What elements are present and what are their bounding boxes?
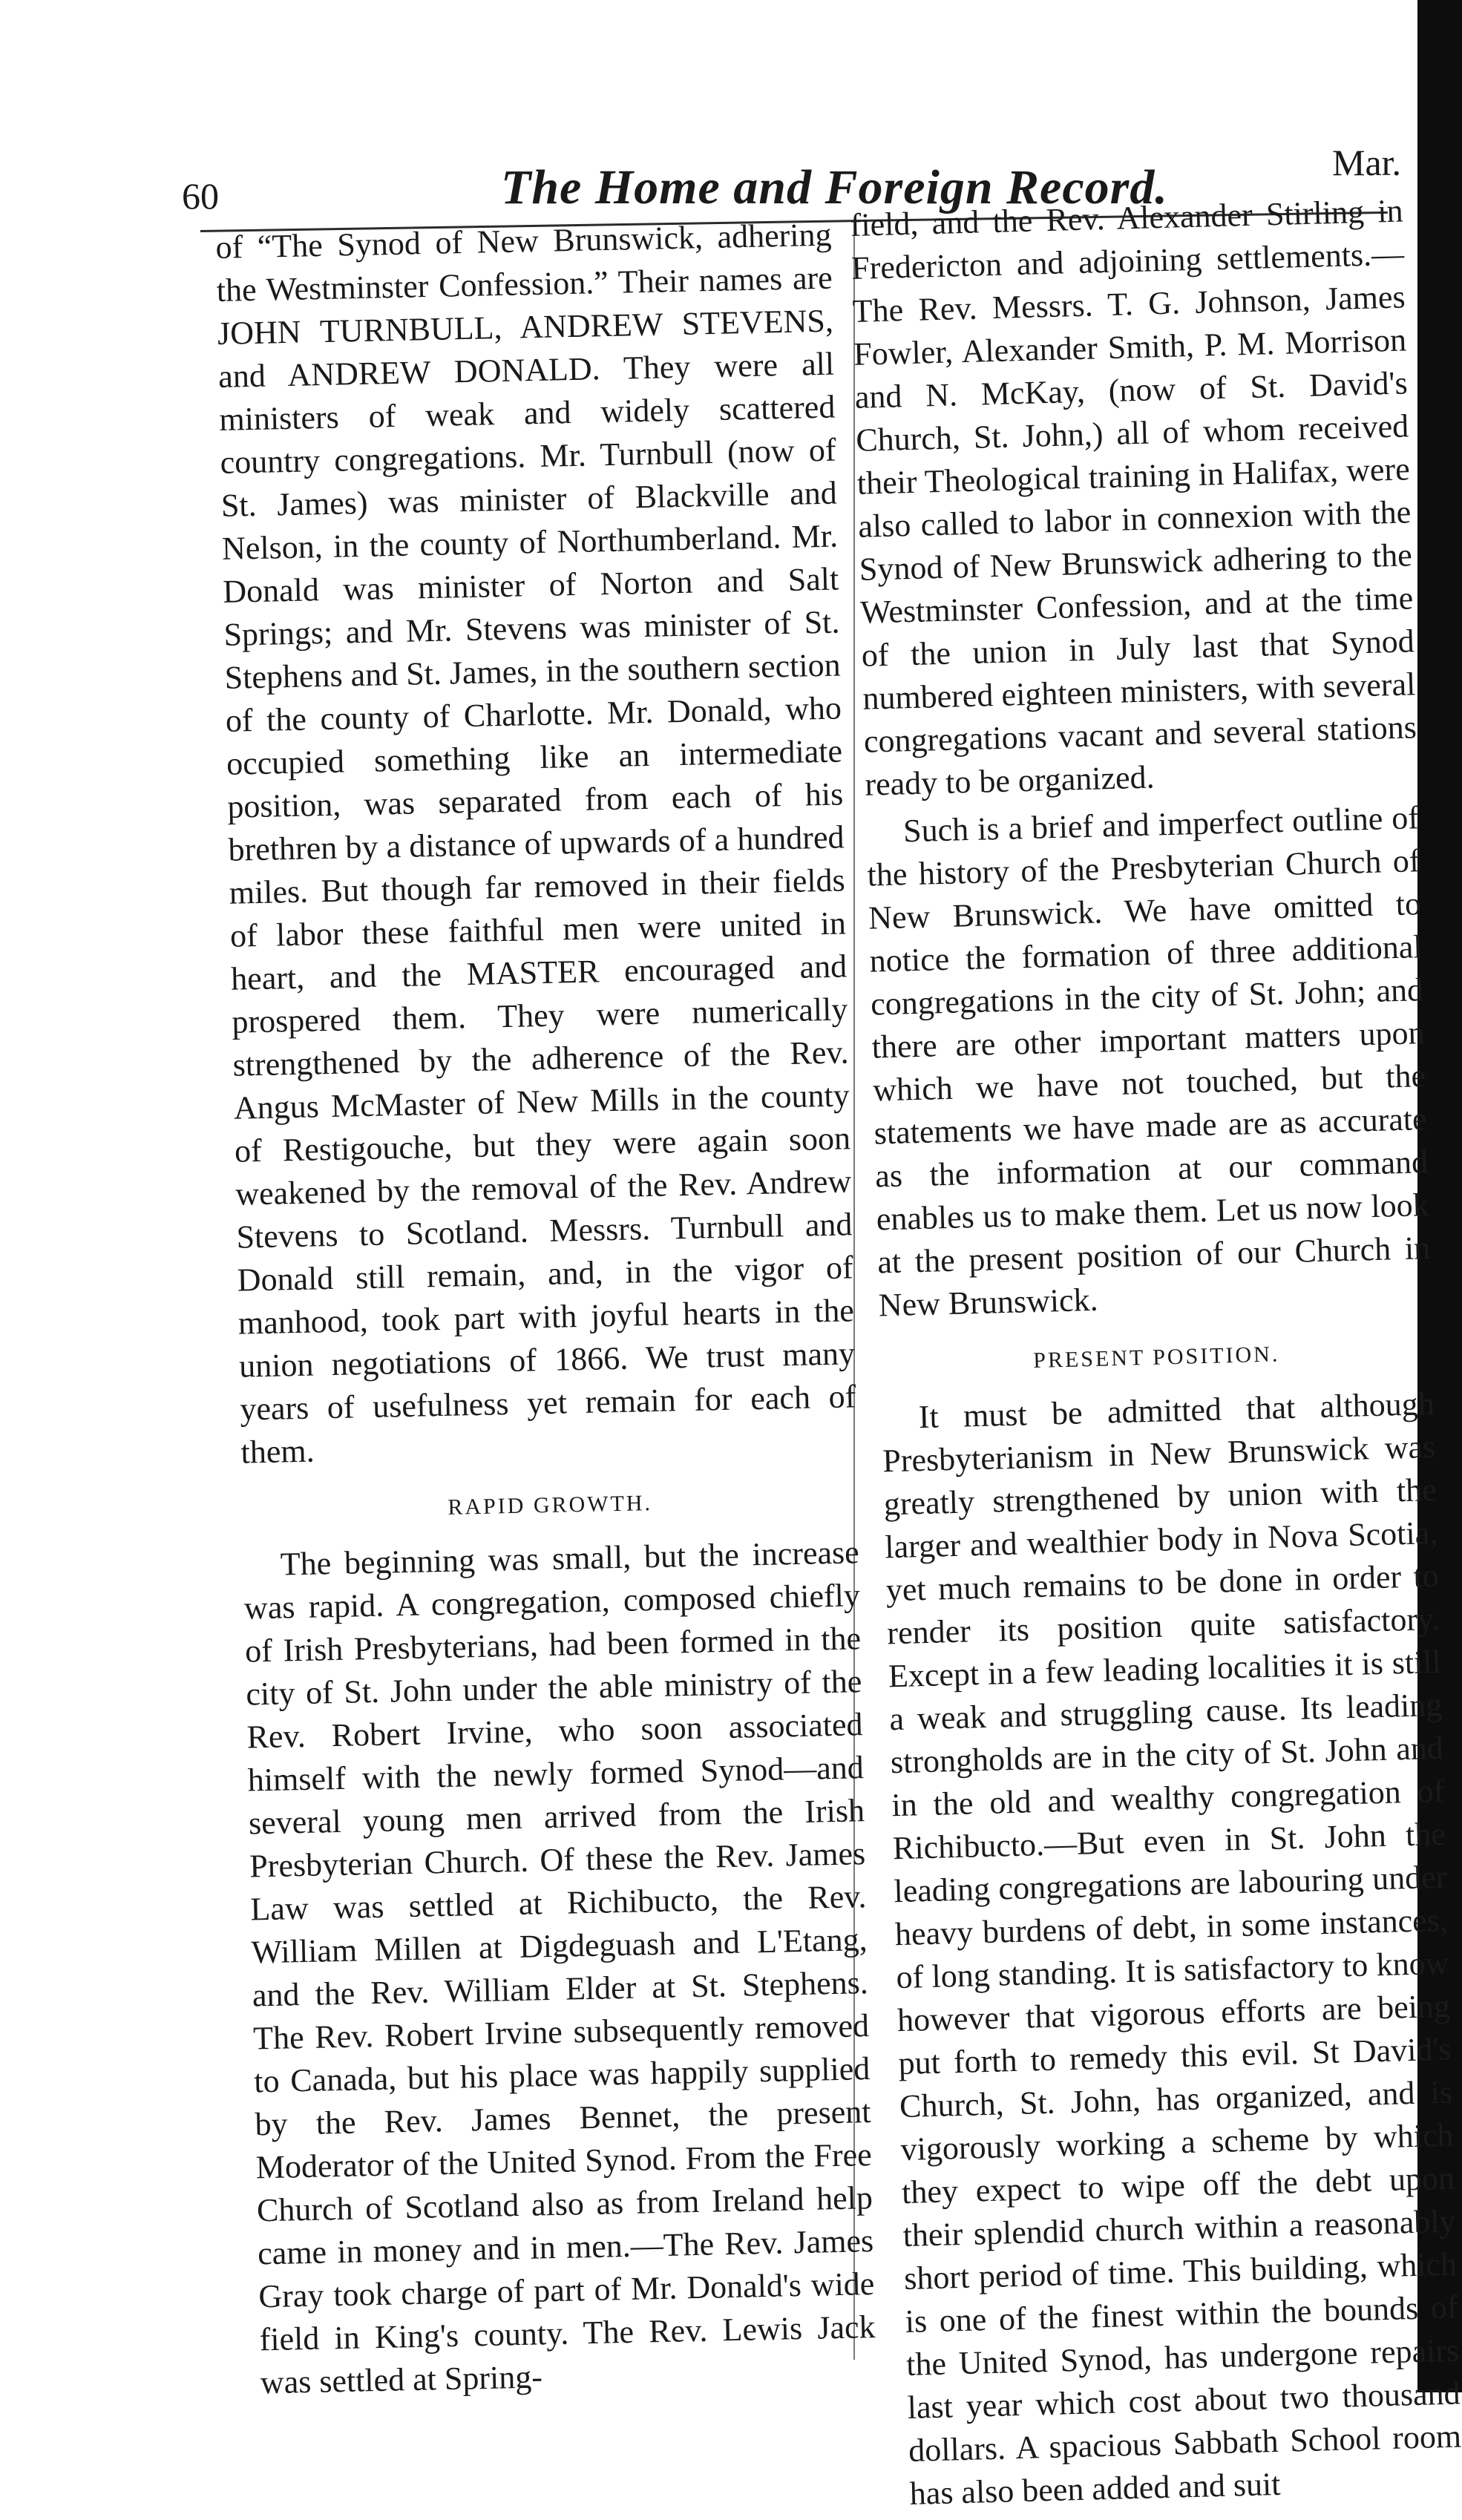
left-column — [215, 214, 876, 2409]
page-number: 60 — [182, 175, 219, 217]
section-heading-present-position: PRESENT POSITION. — [1032, 1342, 1280, 1374]
issue-month: Mar. — [1332, 142, 1402, 183]
left-paragraph-2: The beginning was small, but the increase was rapid. A congregation, composed chiefly of Irish Presbyterians, had been formed in the city of St. John under the able ministry of the Rev. Robert Irvine, who soon associated himself with the newly formed Synod—and several young men arrived from the Irish Presbyterian Church. Of these the Rev. James Law was settled at Richibucto, the Rev. William Millen at Digdeguash and L'Etang, and the Rev. William Elder at St. Stephens. The Rev. Robert Irvine subsequently removed to Canada, but his place was happily supplied by the Rev. James Bennet, the present Moderator of the United Synod. From the Free Church of Scotland also as from Ireland help came in money and in men.—The Rev. James Gray took charge of part of Mr. Donald's wide field in King's county. The Rev. Lewis Jack was settled at Spring- — [243, 1534, 876, 2401]
right-column — [850, 189, 1462, 2519]
right-paragraph-3: It must be admitted that although Presbyterianism in New Brunswick was greatly strengthened by union with the larger and wealthier body in Nova Scotia, yet much remains to be done in order to render its position quite satisfactory. Except in a few leading localities it is still a weak and struggling cause. Its leading strongholds are in the city of St. John and in the old and wealthy congregation of Richibucto.—But even in St. John the leading congregations are labouring under heavy burdens of debt, in some instances, of long standing. It is satisfactory to know however that vigorous efforts are being put forth to remedy this evil. St David's Church, St. John, has organized, and is vigorously working a scheme by which they expect to wipe off the debt upon their splendid church within a reasonably short period of time. This building, which is one of the finest within the bounds of the United Synod, has undergone repairs last year which cost about two thousand dollars. A spacious Sabbath School room has also been added and suit — [882, 1385, 1462, 2512]
left-paragraph-1: of “The Synod of New Brunswick, adhering the Westminster Confession.” Their names are JOHN TURNBULL, ANDREW STEVENS, and ANDREW DONALD. They were all ministers of weak and widely scattered country congregations. Mr. Turnbull (now of St. James) was minister of Blackville and Nelson, in the county of Northumberland. Mr. Donald was minister of Norton and Salt Springs; and Mr. Stevens was minister of St. Stephens and St. James, in the southern section of the county of Charlotte. Mr. Donald, who occupied something like an intermediate position, was separated from each of his brethren by a distance of upwards of a hundred miles. But though far removed in their fields of labor these faithful men were united in heart, and the MASTER encouraged and prospered them. They were numerically strengthened by the adherence of the Rev. Angus McMaster of New Mills in the county of Restigouche, but they were again soon weakened by the removal of the Rev. Andrew Stevens to Scotland. Messrs. Turnbull and Donald still remain, and, in the vigor of manhood, took part with joyful hearts in the union negotiations of 1866. We trust many years of usefulness yet remain for each of them. — [215, 216, 856, 1471]
running-title: The Home and Foreign Record. — [501, 160, 1168, 214]
right-paragraph-1: field, and the Rev. Alexander Stirling in Fredericton and adjoining settlements.—The Rev. Messrs. T. G. Johnson, James Fowler, Alexander Smith, P. M. Morrison and N. McKay, (now of St. David's Church, St. John,) all of whom received their Theological training in Halifax, were also called to labor in connexion with the Synod of New Brunswick adhering to the Westminster Confession, and at the time of the union in July last that Synod numbered eighteen ministers, with several congregations vacant and several stations ready to be organized. — [850, 192, 1417, 803]
right-paragraph-2: Such is a brief and imperfect outline of the history of the Presbyterian Church of New Brunswick. We have omitted to notice the formation of three additional congregations in the city of St. John; and there are other important matters upon which we have not touched, but the statements we have made are as accurate as the information at our command enables us to make them. Let us now look at the present position of our Church in New Brunswick. — [867, 799, 1431, 1324]
section-heading-rapid-growth: RAPID GROWTH. — [448, 1491, 653, 1520]
